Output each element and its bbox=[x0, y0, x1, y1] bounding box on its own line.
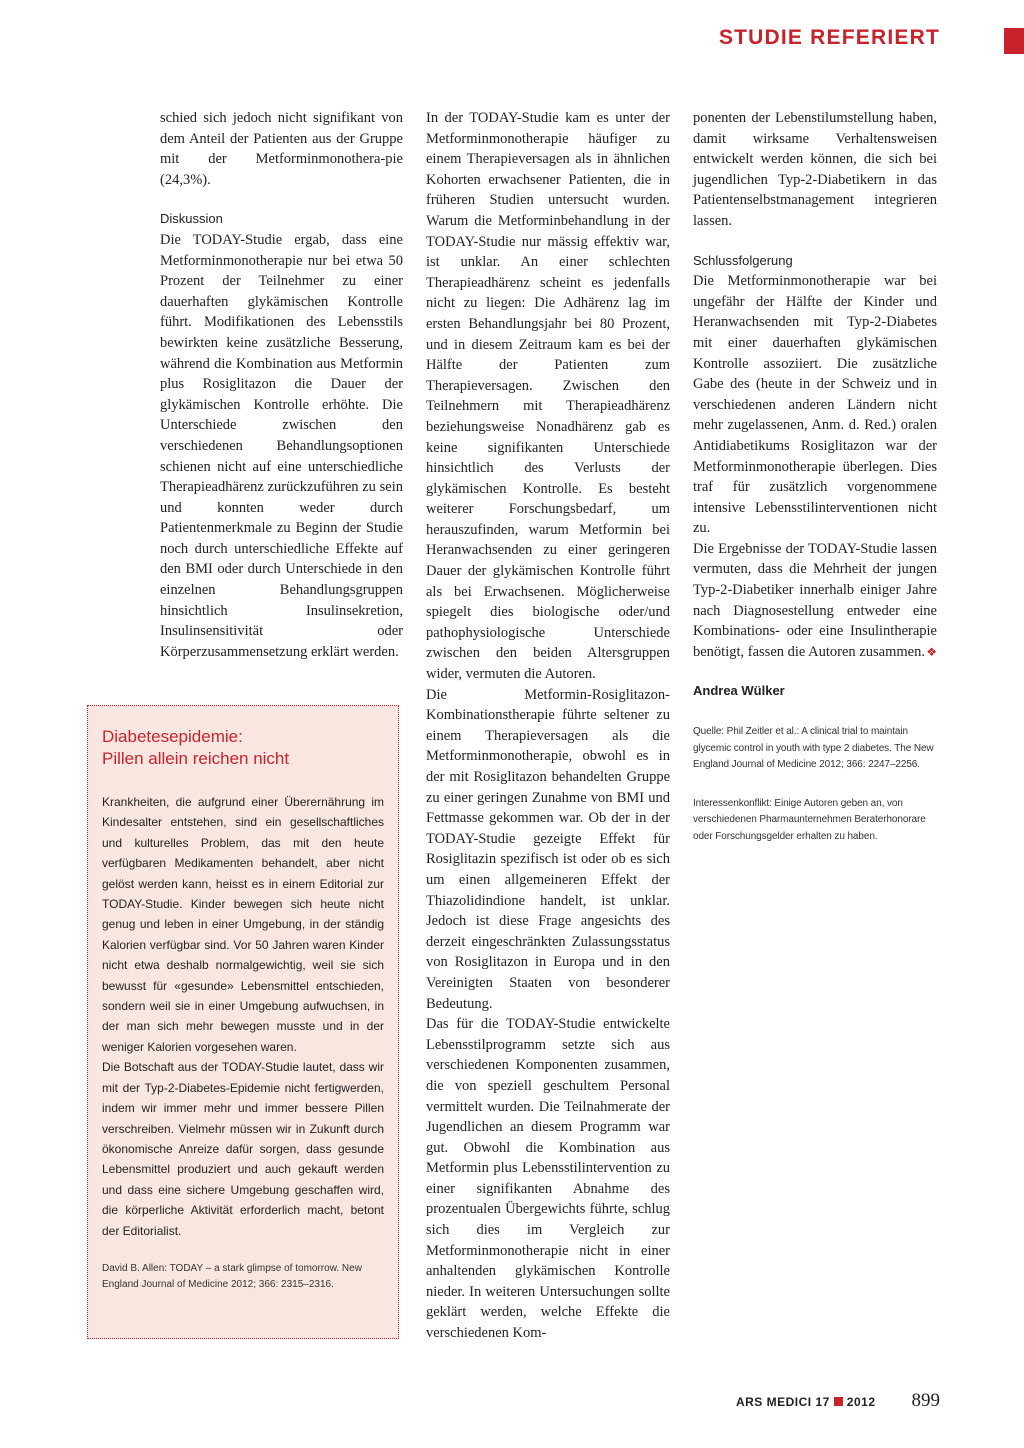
paragraph: ponenten der Lebenstilumstellung haben, damit wirksame Verhaltensweisen entwickelt werden können, die sich bei jugendlichen Typ-2-Diabetikern in das Patientenselbstmanagement integrieren lassen. bbox=[693, 110, 937, 229]
heading-discussion: Diskussion bbox=[160, 211, 223, 227]
page-number: 899 bbox=[911, 1390, 940, 1411]
journal-year: 2012 bbox=[846, 1395, 876, 1409]
paragraph: Die Botschaft aus der TODAY-Studie lautet, dass wir mit der Typ-2-Diabetes-Epidemie nicht fertigwerden, indem wir immer mehr und immer bessere Pillen verschreiben. Vielmehr müssen wir in Zukunft durch ökonomische Anreize dafür sorgen, dass gesunde Lebensmittel produziert und auch gekauft werden und dass eine sichere Umgebung geschaffen wird, die körperliche Aktivität erforderlich macht, betont der Editorialist. bbox=[102, 1060, 384, 1238]
end-mark-icon: ❖ bbox=[926, 644, 937, 659]
footer-square-icon bbox=[834, 1397, 843, 1406]
source-note: Quelle: Phil Zeitler et al.: A clinical trial to maintain glycemic control in youth with type 2 diabetes. The New England Journal of Medicine 2012; 366: 2247–2256. bbox=[693, 726, 934, 771]
section-marker bbox=[1004, 28, 1024, 54]
conflict-note: Interessenkonflikt: Einige Autoren geben an, von verschiedenen Pharmaunternehmen Beraterhonorare oder Forschungsgelder erhalten zu haben. bbox=[693, 797, 926, 842]
paragraph: schied sich jedoch nicht signifikant von dem Anteil der Patienten aus der Gruppe mit der Metforminmonothera-pie (24,3%). bbox=[160, 110, 403, 188]
paragraph: In der TODAY-Studie kam es unter der Metforminmonotherapie häufiger zu einem Therapieversagen als in ähnlichen Kohorten erwachsener Patienten, die in früheren Studien untersucht wurden. Warum die Metforminbehandlung in der TODAY-Studie nur mässig effektiv war, ist unklar. An einer schlechten Therapieadhärenz scheint es jedenfalls nicht zu liegen: Die Adhärenz lag im ersten Behandlungsjahr bei 80 Prozent, und in diesem Zeitraum kam es bei der Hälfte der Patienten zum Therapieversagen. Zwischen den Teilnehmern mit Therapieadhärenz beziehungsweise Nonadhärenz gab es keine signifikanten Unterschiede hinsichtlich des Verlusts der glykämischen Kontrolle. Es besteht weiterer Forschungsbedarf, um herauszufinden, warum Metformin bei Heranwachsenden zu einer geringeren Dauer der glykämischen Kontrolle führt als bei Erwachsenen. Möglicherweise spiegelt dies biologische oder/und pathophysiologische Unterschiede zwischen den beiden Altersgruppen wider, vermuten die Autoren. bbox=[426, 110, 670, 683]
paragraph: Die TODAY-Studie ergab, dass eine Metforminmonotherapie nur bei etwa 50 Prozent der Teilnehmer zu einer dauerhaften glykämischen Kontrolle führt. Modifikationen des Lebensstils bewirkten keine zusätzliche Besserung, während die Kombination aus Metformin plus Rosiglitazon die Dauer der glykämischen Kontrolle erhöhte. Die Unterschiede zwischen den verschiedenen Behandlungsoptionen schienen nicht auf eine unterschiedliche Therapieadhärenz zurückzuführen zu sein und konnten weder durch Patientenmerkmale zu Beginn der Studie noch durch unterschiedliche Effekte auf den BMI oder durch Unterschiede in den einzelnen Behandlungsgruppen hinsichtlich Insulinsekretion, Insulinsensitivität oder Körperzusammensetzung erklärt werden. bbox=[160, 231, 403, 660]
paragraph: Krankheiten, die aufgrund einer Überernährung im Kindesalter entstehen, sind ein gesellschaftliches und kulturelles Problem, das mit den heute verfügbaren Medikamenten behandelt, aber nicht gelöst werden kann, heisst es in einem Editorial zur TODAY-Studie. Kinder bewegen sich heute nicht genug und leben in einer Umgebung, in der ständig Kalorien verfügbar sind. Vor 50 Jahren waren Kinder nicht etwa deshalb normalgewichtig, weil sie sich bewusst für «gesunde» Lebensmittel entschieden, sondern weil sie in einer Umgebung aufwuchsen, in der man sich mehr bewegen musste und in der weniger Kalorien vorgesehen waren. bbox=[102, 795, 384, 1054]
box-body bbox=[102, 792, 384, 1241]
paragraph: Die Metforminmonotherapie war bei ungefähr der Hälfte der Kinder und Heranwachsenden mit Typ-2-Diabetes mit einer dauerhaften glykämischen Kontrolle assoziiert. Die zusätzliche Gabe des (heute in der Schweiz und in verschiedenen anderen Ländern nicht mehr zugelassenen, Anm. d. Red.) oralen Antidiabetikums Rosiglitazon war der Metforminmonotherapie überlegen. Dies traf für zusätzlich vorgenommene intensive Lebensstilinterventionen nicht zu. bbox=[693, 273, 937, 537]
column-2 bbox=[426, 108, 670, 1344]
page-footer bbox=[736, 1390, 940, 1412]
box-reference: David B. Allen: TODAY – a stark glimpse of tomorrow. New England Journal of Medicine 2012; 366: 2315–2316. bbox=[102, 1262, 362, 1290]
author: Andrea Wülker bbox=[693, 683, 785, 699]
section-title: STUDIE REFERIERT bbox=[718, 26, 940, 49]
box-title-line: Pillen allein reichen nicht bbox=[102, 749, 290, 768]
sidebar-box bbox=[87, 705, 399, 1339]
paragraph bbox=[693, 539, 937, 663]
paragraph-text: Die Ergebnisse der TODAY-Studie lassen vermuten, dass die Mehrheit der jungen Typ-2-Diabetiker innerhalb einiger Jahre nach Diagnosestellung entweder eine Kombinations- oder eine Insulintherapie benötigt, fassen die Autoren zusammen. bbox=[693, 540, 937, 660]
box-title bbox=[102, 726, 384, 770]
column-3 bbox=[693, 108, 937, 845]
paragraph: Das für die TODAY-Studie entwickelte Lebensstilprogramm setzte sich aus verschiedenen Komponenten zusammen, die von speziell geschultem Personal vermittelt wurden. Die Teilnahmerate der Jugendlichen an diesem Programm war gut. Obwohl die Kombination aus Metformin plus Lebensstilintervention zu einer signifikanten Abnahme des prozentualen Übergewichts führte, schlug sich dies im Vergleich zur Metforminmonotherapie nicht in einer anhaltenden glykämischen Kontrolle nieder. In weiteren Untersuchungen sollte geklärt werden, welche Effekte die verschiedenen Kom- bbox=[426, 1016, 670, 1342]
box-title-line: Diabetesepidemie: bbox=[102, 727, 243, 746]
column-1 bbox=[160, 108, 403, 662]
paragraph: Die Metformin-Rosiglitazon-Kombinationstherapie führte seltener zu einem Therapieversagen als die Metforminmonotherapie, obwohl es in der mit Rosiglitazon behandelten Gruppe zu einer geringen Zunahme von BMI und Fettmasse gekommen war. Ob der in der TODAY-Studie gezeigte Effekt für Rosiglitazin spezifisch ist oder ob es sich um einen allgemeineren Effekt der Thiazolidindione handelt, ist unklar. Jedoch ist diese Frage angesichts des derzeit eingeschränkten Zulassungsstatus von Rosiglitazon in Europa und in den Vereinigten Staaten von besonderer Bedeutung. bbox=[426, 686, 670, 1012]
journal-name: ARS MEDICI 17 bbox=[735, 1395, 830, 1409]
heading-conclusion: Schlussfolgerung bbox=[693, 252, 793, 268]
